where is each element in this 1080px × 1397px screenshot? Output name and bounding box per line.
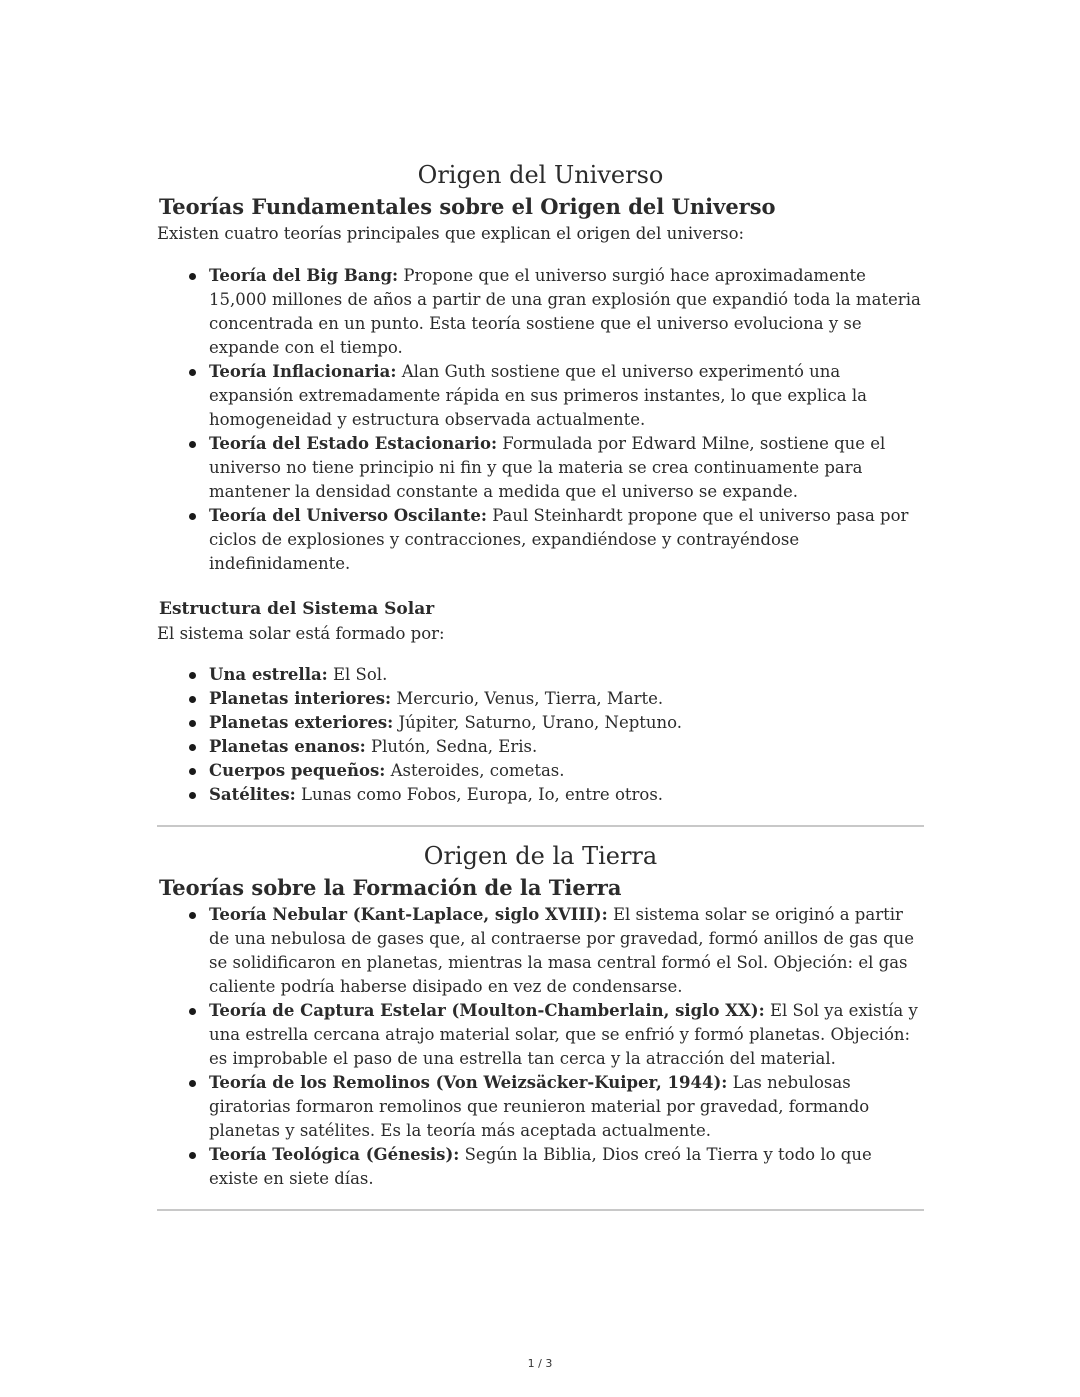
list-item: Teoría de Captura Estelar (Moulton-Chamberlain, siglo XX): El Sol ya existía y una estrella cercana atrajo material solar, que se enfrió y formó planetas. Objeción: es improbable el paso de una estrella tan cerca y la atracción del material. bbox=[209, 999, 924, 1071]
earth-title: Origen de la Tierra bbox=[423, 842, 658, 870]
solar-system-heading: Estructura del Sistema Solar bbox=[159, 599, 435, 619]
universe-theories-heading: Teorías Fundamentales sobre el Origen del Universo bbox=[159, 194, 776, 219]
list-item: Teoría Teológica (Génesis): Según la Biblia, Dios creó la Tierra y todo lo que existe en siete días. bbox=[209, 1143, 924, 1191]
list-item: Teoría del Big Bang: Propone que el universo surgió hace aproximadamente 15,000 millones de años a partir de una gran explosión que expandió toda la materia concentrada en un punto. Esta teoría sostiene que el universo evoluciona y se expande con el tiempo. bbox=[209, 264, 924, 360]
universe-title: Origen del Universo bbox=[417, 161, 664, 189]
list-item: Teoría del Estado Estacionario: Formulada por Edward Milne, sostiene que el universo no tiene principio ni fin y que la materia se crea continuamente para mantener la densidad constante a medida que el universo se expande. bbox=[209, 432, 924, 504]
list-item: Teoría Inflacionaria: Alan Guth sostiene que el universo experimentó una expansión extremadamente rápida en sus primeros instantes, lo que explica la homogeneidad y estructura observada actualmente. bbox=[209, 360, 924, 432]
solar-system-list bbox=[157, 663, 924, 807]
list-item: Planetas interiores: Mercurio, Venus, Tierra, Marte. bbox=[209, 687, 924, 711]
list-item: Planetas exteriores: Júpiter, Saturno, Urano, Neptuno. bbox=[209, 711, 924, 735]
page-indicator: 1 / 3 bbox=[527, 1357, 553, 1370]
list-item: Teoría Nebular (Kant-Laplace, siglo XVIII): El sistema solar se originó a partir de una nebulosa de gases que, al contraerse por gravedad, formó anillos de gas que se solidificaron en planetas, mientras la masa central formó el Sol. Objeción: el gas caliente podría haberse disipado en vez de condensarse. bbox=[209, 903, 924, 999]
section-divider bbox=[157, 1209, 924, 1211]
document-page bbox=[157, 158, 924, 1211]
list-item: Una estrella: El Sol. bbox=[209, 663, 924, 687]
list-item: Teoría de los Remolinos (Von Weizsäcker-Kuiper, 1944): Las nebulosas giratorias formaron remolinos que reunieron material por gravedad, formando planetas y satélites. Es la teoría más aceptada actualmente. bbox=[209, 1071, 924, 1143]
list-item: Cuerpos pequeños: Asteroides, cometas. bbox=[209, 759, 924, 783]
universe-theories-list bbox=[157, 264, 924, 576]
list-item: Teoría del Universo Oscilante: Paul Steinhardt propone que el universo pasa por ciclos de explosiones y contracciones, expandiéndose y contrayéndose indefinidamente. bbox=[209, 504, 924, 576]
list-item: Satélites: Lunas como Fobos, Europa, Io, entre otros. bbox=[209, 783, 924, 807]
earth-theories-heading: Teorías sobre la Formación de la Tierra bbox=[159, 875, 622, 900]
solar-system-intro: El sistema solar está formado por: bbox=[157, 624, 445, 643]
list-item: Planetas enanos: Plutón, Sedna, Eris. bbox=[209, 735, 924, 759]
section-divider bbox=[157, 825, 924, 827]
universe-intro: Existen cuatro teorías principales que explican el origen del universo: bbox=[157, 224, 745, 243]
earth-theories-list bbox=[157, 903, 924, 1191]
